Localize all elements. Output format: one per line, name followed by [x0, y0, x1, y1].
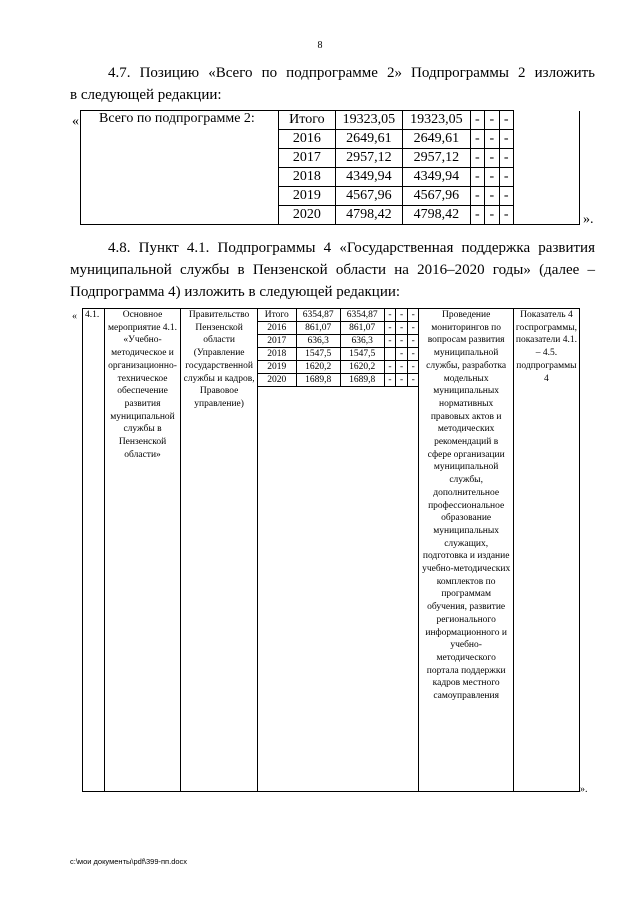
dash-cell: - [485, 187, 499, 206]
total-cell: 861,07 [296, 322, 340, 335]
section-4-8-line1: 4.8. Пункт 4.1. Подпрограммы 4 «Государственная поддержка развития [108, 240, 595, 256]
dash-cell: - [499, 111, 513, 130]
dash-cell: - [470, 187, 484, 206]
footer-file-path: c:\мои документы\pdf\399-пп.docx [70, 857, 188, 866]
empty-cell [257, 387, 419, 792]
dash-cell: - [396, 348, 408, 361]
table-row [83, 309, 580, 322]
dash-cell: - [485, 168, 499, 187]
dash-cell: - [499, 168, 513, 187]
dash-cell: - [485, 130, 499, 149]
dash-cell: - [384, 374, 396, 387]
total-cell: 4798,42 [335, 206, 403, 225]
year-cell: 2016 [257, 322, 296, 335]
dash-cell: - [485, 111, 499, 130]
total-cell: 2957,12 [335, 149, 403, 168]
budget-cell: 2957,12 [403, 149, 471, 168]
budget-cell: 1689,8 [340, 374, 384, 387]
year-cell: 2019 [257, 361, 296, 374]
dash-cell: - [407, 374, 419, 387]
year-cell: 2018 [279, 168, 335, 187]
dash-cell: - [499, 187, 513, 206]
year-cell: 2019 [279, 187, 335, 206]
dash-cell: - [485, 206, 499, 225]
dash-cell: - [470, 206, 484, 225]
budget-cell: 4349,94 [403, 168, 471, 187]
year-cell: 2017 [257, 335, 296, 348]
year-cell: Итого [279, 111, 335, 130]
dash-cell: - [407, 322, 419, 335]
year-cell: 2020 [279, 206, 335, 225]
dash-cell: - [407, 335, 419, 348]
section-4-8-line3: Подпрограмма 4) изложить в следующей редакции: [70, 284, 401, 300]
year-cell: 2017 [279, 149, 335, 168]
dash-cell: - [396, 335, 408, 348]
table-row [81, 111, 580, 130]
dash-cell: - [470, 149, 484, 168]
measure-executor: Правительство Пензенской области (Управление государственной службы и кадров, Правовое управление) [181, 309, 258, 792]
total-cell: 636,3 [296, 335, 340, 348]
dash-cell: - [470, 130, 484, 149]
section-4-8-line2: муниципальной службы в Пензенской области на 2016–2020 годы» (далее – [70, 262, 595, 278]
budget-cell: 4567,96 [403, 187, 471, 206]
dash-cell: - [470, 168, 484, 187]
dash-cell: - [384, 361, 396, 374]
page-number: 8 [317, 40, 323, 51]
measure-indicators: Показатель 4 госпрограммы, показатели 4.1. – 4.5. подпрограммы 4 [513, 309, 579, 792]
section-4-7-heading [70, 62, 595, 106]
section-4-7-line1: 4.7. Позицию «Всего по подпрограмме 2» Подпрограммы 2 изложить [108, 65, 595, 81]
budget-cell: 19323,05 [403, 111, 471, 130]
total-cell: 1689,8 [296, 374, 340, 387]
budget-cell: 636,3 [340, 335, 384, 348]
dash-cell: - [396, 374, 408, 387]
year-cell: 2016 [279, 130, 335, 149]
budget-cell: 4798,42 [403, 206, 471, 225]
total-cell: 1547,5 [296, 348, 340, 361]
dash-cell: - [407, 361, 419, 374]
total-cell: 1620,2 [296, 361, 340, 374]
total-cell: 4567,96 [335, 187, 403, 206]
dash-cell: - [384, 335, 396, 348]
measure-4-1-table [82, 308, 580, 792]
dash-cell: - [407, 348, 419, 361]
dash-cell: - [384, 322, 396, 335]
total-cell: 4349,94 [335, 168, 403, 187]
subprogram-total-label: Всего по подпрограмме 2: [81, 111, 279, 225]
budget-cell: 861,07 [340, 322, 384, 335]
close-quote-2: ». [580, 784, 588, 795]
subprogram-2-total-table [80, 110, 580, 225]
budget-cell: 1620,2 [340, 361, 384, 374]
budget-cell: 6354,87 [340, 309, 384, 322]
dash-cell: - [396, 361, 408, 374]
total-cell: 6354,87 [296, 309, 340, 322]
open-quote-2: « [72, 311, 77, 322]
dash-cell: - [499, 130, 513, 149]
dash-cell [384, 348, 396, 361]
year-cell: 2020 [257, 374, 296, 387]
dash-cell: - [407, 309, 419, 322]
dash-cell: - [470, 111, 484, 130]
year-cell: Итого [257, 309, 296, 322]
dash-cell: - [384, 309, 396, 322]
measure-title: Основное мероприятие 4.1. «Учебно-методическое и организационно-техническое обеспечение развития муниципальной службы в Пензенской области» [104, 309, 181, 792]
empty-cell [513, 111, 579, 225]
year-cell: 2018 [257, 348, 296, 361]
section-4-7-line2: в следующей редакции: [70, 87, 222, 103]
budget-cell: 2649,61 [403, 130, 471, 149]
dash-cell: - [499, 149, 513, 168]
measure-number: 4.1. [83, 309, 105, 792]
dash-cell: - [396, 322, 408, 335]
dash-cell: - [499, 206, 513, 225]
total-cell: 19323,05 [335, 111, 403, 130]
measure-result: Проведение мониторингов по вопросам развития муниципальной службы, разработка модельных муниципальных нормативных правовых актов и методических рекомендаций в сфере организации муниципальной службы, дополнительное профессиональное образование муниципальных служащих, подготовка и издание учебно-методических комплектов по программам обучения, развитие регионального информационного и учебно-методического портала поддержки кадров местного самоуправления [419, 309, 513, 792]
open-quote-1: « [72, 114, 79, 129]
dash-cell: - [396, 309, 408, 322]
dash-cell: - [485, 149, 499, 168]
total-cell: 2649,61 [335, 130, 403, 149]
budget-cell: 1547,5 [340, 348, 384, 361]
section-4-8-heading [70, 237, 595, 303]
close-quote-1: ». [583, 212, 594, 227]
